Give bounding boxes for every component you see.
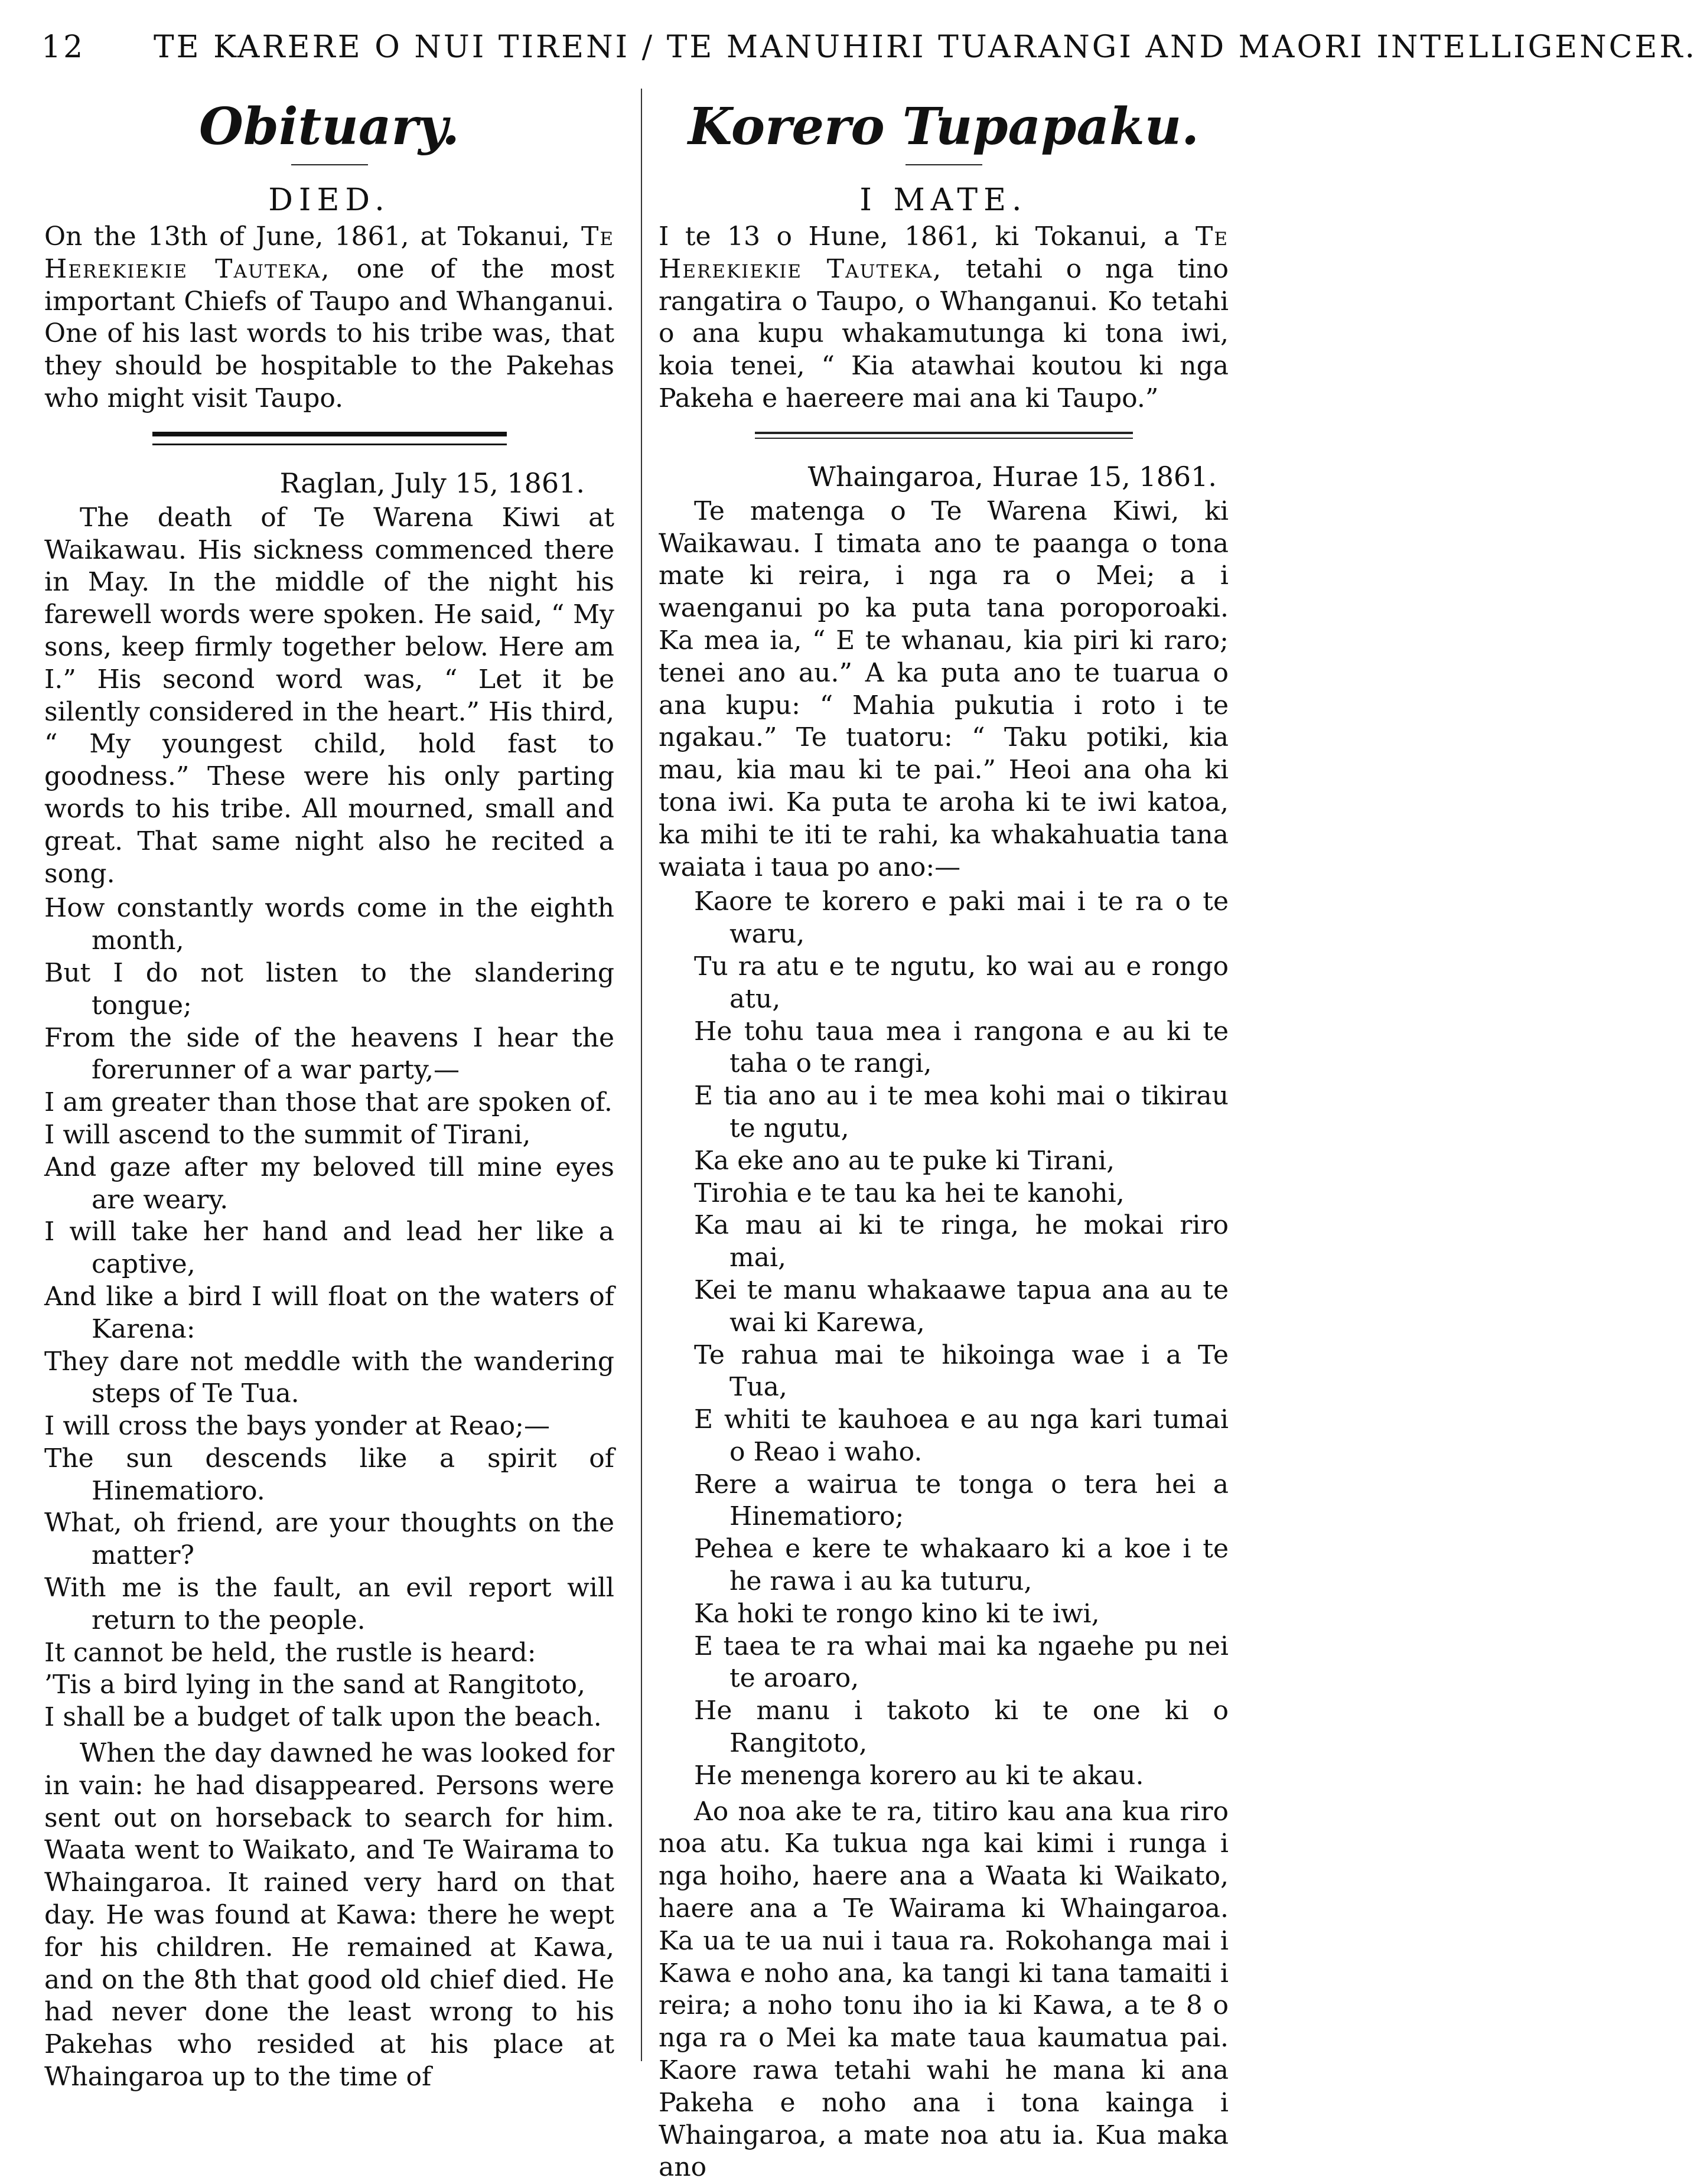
song-line: The sun descends like a spirit of Hinematioro.: [44, 1443, 614, 1506]
song-line: I shall be a budget of talk upon the beach.: [44, 1702, 602, 1733]
died-subheading: DIED.: [268, 182, 390, 218]
dateline: Whaingaroa, Hurae 15, 1861.: [807, 460, 1217, 493]
waiata-line: E whiti te kauhoea e au nga kari tumai o Reao i waho.: [694, 1404, 1229, 1467]
english-column: [44, 94, 614, 2092]
waiata-line: Ka hoki te rongo kino ki te iwi,: [694, 1598, 1100, 1629]
song-line: I will take her hand and lead her like a captive,: [44, 1217, 614, 1280]
song-lines: [44, 892, 614, 1734]
dateline: Raglan, July 15, 1861.: [279, 467, 585, 499]
song-line: What, oh friend, are your thoughts on the matter?: [44, 1508, 614, 1571]
song-line: They dare not meddle with the wandering steps of Te Tua.: [44, 1346, 614, 1409]
heading-rule: [291, 164, 368, 165]
song-line: From the side of the heavens I hear the forerunner of a war party,—: [44, 1022, 614, 1086]
death-notice: [659, 221, 1229, 415]
song-line: How constantly words come in the eighth month,: [44, 893, 614, 956]
page-number: 12: [41, 30, 86, 65]
obituary-heading: Obituary.: [198, 97, 460, 157]
waiata-line: He manu i takoto ki te one ki o Rangitoto,: [694, 1696, 1229, 1759]
column-divider: [641, 89, 642, 2061]
obituary-paragraph-2: Ao noa ake te ra, titiro kau ana kua riro noa atu. Ka tukua nga kai kimi i runga i nga hoiho, haere ana a Waata ki Waikato, haere ana a Te Wairama ki Whaingaroa. Ka ua te ua nui i taua ra. Rokohanga mai i Kawa e noho ana, ka tangi ki tana tamaiti i reira; a noho tonu iho ia ki Kawa, a te 8 o nga ra o Mei ka mate taua kaumatua pai. Kaore rawa tetahi wahi he mana ki ana Pakeha e noho ana i tona kainga i Whaingaroa, a mate noa atu ia. Kua maka ano: [659, 1796, 1229, 2183]
waiata-line: Pehea e kere te whakaaro ki a koe i te he rawa i au ka tuturu,: [694, 1534, 1229, 1597]
death-notice-text-a: I te 13 o Hune, 1861, ki Tokanui, a: [659, 221, 1180, 252]
running-head: [41, 30, 1697, 77]
section-rule: [152, 432, 507, 445]
death-notice: [44, 221, 614, 415]
song-line: And like a bird I will float on the waters of Karena:: [44, 1281, 614, 1344]
chief-name: Te Herekiekie Tauteka,: [659, 221, 1229, 284]
song-line: And gaze after my beloved till mine eyes are weary.: [44, 1152, 614, 1215]
waiata-line: Te rahua mai te hikoinga wae i a Te Tua,: [694, 1339, 1229, 1403]
section-rule: [755, 432, 1133, 439]
death-notice-text-a: On the 13th of June, 1861, at Tokanui,: [44, 221, 570, 252]
song-line: I will cross the bays yonder at Reao;—: [44, 1411, 550, 1442]
death-notice-text-b: one of the most important Chiefs of Taupo and Whanganui. One of his last words to his tribe was, that they should be hospitable to the Pakehas who might visit Taupo.: [44, 253, 614, 413]
song-line: I will ascend to the summit of Tirani,: [44, 1119, 531, 1150]
waiata-line: Kei te manu whakaawe tapua ana au te wai ki Karewa,: [694, 1274, 1229, 1338]
waiata-line: Tu ra atu e te ngutu, ko wai au e rongo atu,: [694, 951, 1229, 1014]
maori-column: [659, 94, 1229, 2183]
waiata-line: He menenga korero au ki te akau.: [694, 1760, 1144, 1791]
waiata-lines: [659, 886, 1229, 1792]
waiata-line: Tirohia e te tau ka hei te kanohi,: [694, 1178, 1125, 1208]
song-line: ’Tis a bird lying in the sand at Rangitoto,: [44, 1670, 586, 1700]
obituary-paragraph-1: Te matenga o Te Warena Kiwi, ki Waikawau. I timata ano te paanga o tona mate ki reira, i nga ra o Mei; a i waenganui po ka puta tana poroporoaki. Ka mea ia, “ E te whanau, kia piri ki raro; tenei ano au.” A ka puta ano te tuarua o ana kupu: “ Mahia pukutia i roto i te ngakau.” Te tuatoru: “ Taku potiki, kia mau, kia mau ki te pai.” Heoi ana oha ki tona iwi. Ka puta te aroha ki te iwi katoa, ka mihi te iti te rahi, ka whakahuatia tana waiata i taua po ano:—: [659, 496, 1229, 882]
waiata-line: Rere a wairua te tonga o tera hei a Hinematioro;: [694, 1469, 1229, 1532]
death-notice-text-b: tetahi o nga tino rangatira o Taupo, o Whanganui. Ko tetahi o ana kupu whakamutunga ki tona iwi, koia tenei, “ Kia atawhai koutou ki nga Pakeha e haereere mai ana ki Taupo.”: [659, 253, 1229, 413]
waiata-line: Kaore te korero e paki mai i te ra o te waru,: [694, 886, 1229, 950]
song-line: But I do not listen to the slandering tongue;: [44, 957, 614, 1021]
obituary-paragraph-2: When the day dawned he was looked for in vain: he had disappeared. Persons were sent out on horseback to search for him. Waata went to Waikato, and Te Wairama to Whaingaroa. It rained very hard on that day. He was found at Kawa: there he wept for his children. He remained at Kawa, and on the 8th that good old chief died. He had never done the least wrong to his Pakehas who resided at his place at Whaingaroa up to the time of: [44, 1738, 614, 2092]
song-line: With me is the fault, an evil report will return to the people.: [44, 1573, 614, 1635]
song-line: It cannot be held, the rustle is heard:: [44, 1637, 536, 1668]
chief-name: Te Herekiekie Tauteka,: [44, 221, 614, 284]
obituary-paragraph-1: The death of Te Warena Kiwi at Waikawau. His sickness commenced there in May. In the middle of the night his farewell words were spoken. He said, “ My sons, keep firmly together below. Here am I.” His second word was, “ Let it be silently considered in the heart.” His third, “ My youngest child, hold fast to goodness.” These were his only parting words to his tribe. All mourned, small and great. That same night also he recited a song.: [44, 502, 614, 889]
waiata-line: Ka eke ano au te puke ki Tirani,: [694, 1145, 1115, 1176]
korero-tupapaku-heading: Korero Tupapaku.: [688, 97, 1200, 157]
waiata-line: Ka mau ai ki te ringa, he mokai riro mai,: [694, 1210, 1229, 1273]
waiata-line: E tia ano au i te mea kohi mai o tikirau te ngutu,: [694, 1081, 1229, 1143]
heading-rule: [905, 164, 982, 165]
waiata-line: He tohu taua mea i rangona e au ki te taha o te rangi,: [694, 1016, 1229, 1079]
waiata-line: E taea te ra whai mai ka ngaehe pu nei te aroaro,: [694, 1631, 1229, 1694]
song-line: I am greater than those that are spoken of.: [44, 1087, 613, 1118]
i-mate-subheading: I MATE.: [859, 182, 1028, 218]
newspaper-title: TE KARERE O NUI TIRENI / TE MANUHIRI TUARANGI AND MAORI INTELLIGENCER.: [154, 30, 1697, 65]
